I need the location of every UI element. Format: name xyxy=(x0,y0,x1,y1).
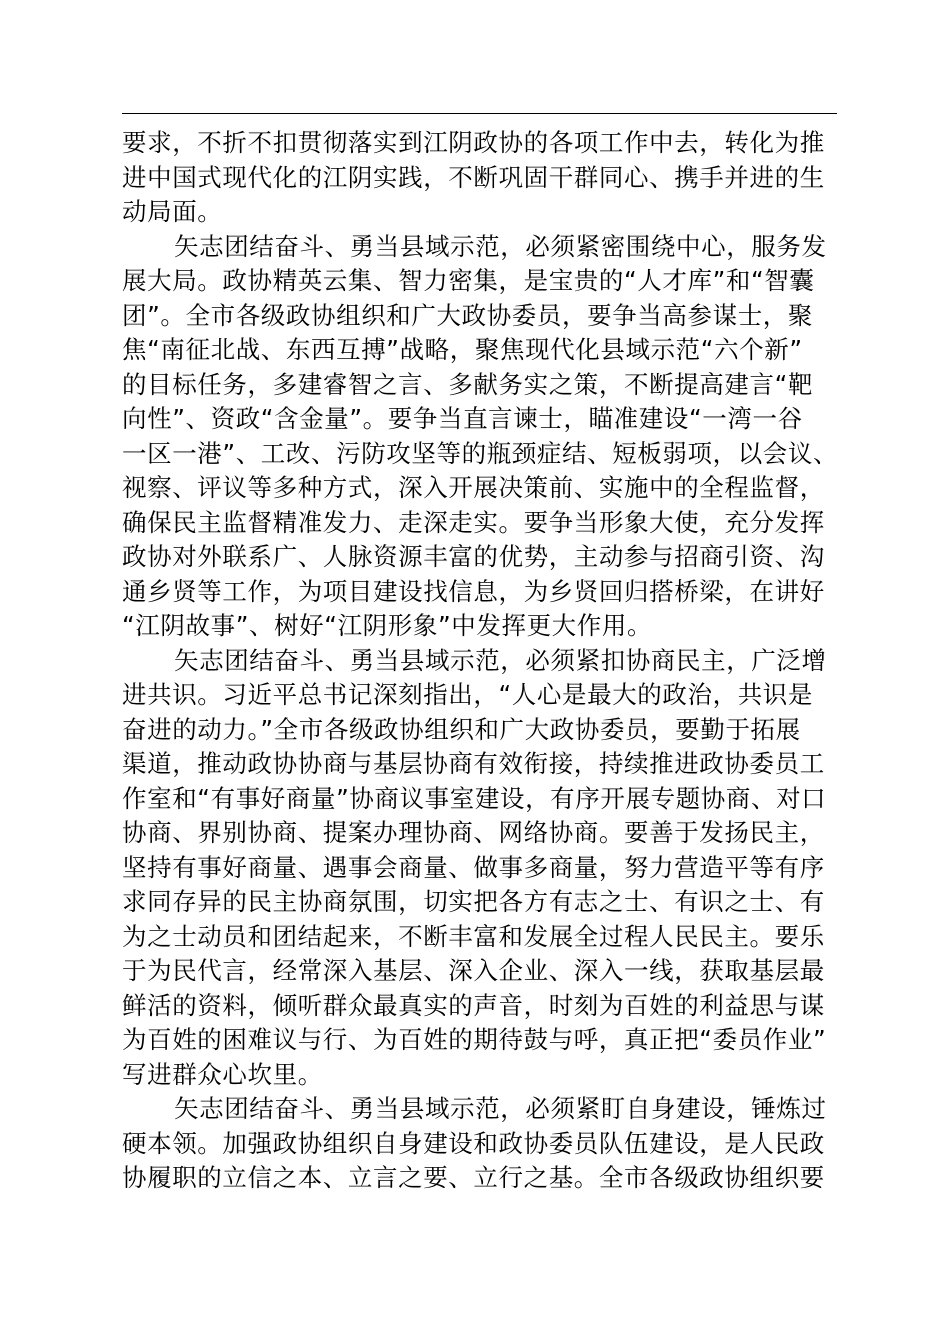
text-line: 向性”、资政“含金量”。要争当直言谏士，瞄准建设“一湾一谷 xyxy=(122,404,803,433)
text-line: 于为民代言，经常深入基层、深入企业、深入一线，获取基层最 xyxy=(122,956,825,985)
body-text xyxy=(122,126,842,1196)
text-line: 一区一港”、工改、污防攻坚等的瓶颈症结、短板弱项，以会议、 xyxy=(122,438,839,468)
paragraph-start-line: 矢志团结奋斗、勇当县域示范，必须紧密围绕中心，服务发 xyxy=(174,231,827,261)
text-line: 为百姓的困难议与行、为百姓的期待鼓与呼，真正把“委员作业” xyxy=(122,1025,827,1054)
text-line: “江阴故事”、树好“江阴形象”中发挥更大作用。 xyxy=(122,611,653,640)
paragraph-start-line: 矢志团结奋斗、勇当县域示范，必须紧扣协商民主，广泛增 xyxy=(174,645,827,675)
paragraph-start-line: 矢志团结奋斗、勇当县域示范，必须紧盯自身建设，锤炼过 xyxy=(174,1094,827,1123)
text-line: 展大局。政协精英云集、智力密集，是宝贵的“人才库”和“智囊 xyxy=(122,266,815,295)
text-line: 团”。全市各级政协组织和广大政协委员，要争当高参谋士，聚 xyxy=(122,300,813,330)
text-line: 写进群众心坎里。 xyxy=(122,1059,323,1089)
text-line: 进中国式现代化的江阴实践，不断巩固干群同心、携手并进的生 xyxy=(122,162,825,192)
header-rule xyxy=(122,113,837,114)
text-line: 政协对外联系广、人脉资源丰富的优势，主动参与招商引资、沟 xyxy=(122,542,825,571)
text-line: 动局面。 xyxy=(122,197,223,226)
text-line: 进共识。习近平总书记深刻指出，“人心是最大的政治，共识是 xyxy=(122,680,813,709)
text-line: 求同存异的民主协商氛围，切实把各方有志之士、有识之士、有 xyxy=(122,887,825,916)
text-line: 渠道，推动政协协商与基层协商有效衔接，持续推进政协委员工 xyxy=(122,749,825,778)
text-line: 要求，不折不扣贯彻落实到江阴政协的各项工作中去，转化为推 xyxy=(122,128,825,157)
text-line: 硬本领。加强政协组织自身建设和政协委员队伍建设，是人民政 xyxy=(122,1128,825,1158)
text-line: 坚持有事好商量、遇事会商量、做事多商量，努力营造平等有序 xyxy=(122,852,825,882)
text-line: 作室和“有事好商量”协商议事室建设，有序开展专题协商、对口 xyxy=(122,783,827,813)
text-line: 确保民主监督精准发力、走深走实。要争当形象大使，充分发挥 xyxy=(122,507,825,537)
text-line: 协商、界别协商、提案办理协商、网络协商。要善于发扬民主， xyxy=(122,818,825,847)
text-line: 为之士动员和团结起来，不断丰富和发展全过程人民民主。要乐 xyxy=(122,921,825,951)
text-line: 协履职的立信之本、立言之要、立行之基。全市各级政协组织要 xyxy=(122,1163,825,1192)
text-line: 通乡贤等工作，为项目建设找信息，为乡贤回归搭桥梁，在讲好 xyxy=(122,576,825,606)
text-line: 的目标任务，多建睿智之言、多献务实之策，不断提高建言“靶 xyxy=(122,369,813,399)
text-line: 鲜活的资料，倾听群众最真实的声音，时刻为百姓的利益思与谋 xyxy=(122,990,825,1020)
text-line: 奋进的动力。”全市各级政协组织和广大政协委员，要勤于拓展 xyxy=(122,714,801,744)
text-line: 焦“南征北战、东西互搏”战略，聚焦现代化县域示范“六个新” xyxy=(122,335,803,364)
text-line: 视察、评议等多种方式，深入开展决策前、实施中的全程监督， xyxy=(122,473,825,502)
